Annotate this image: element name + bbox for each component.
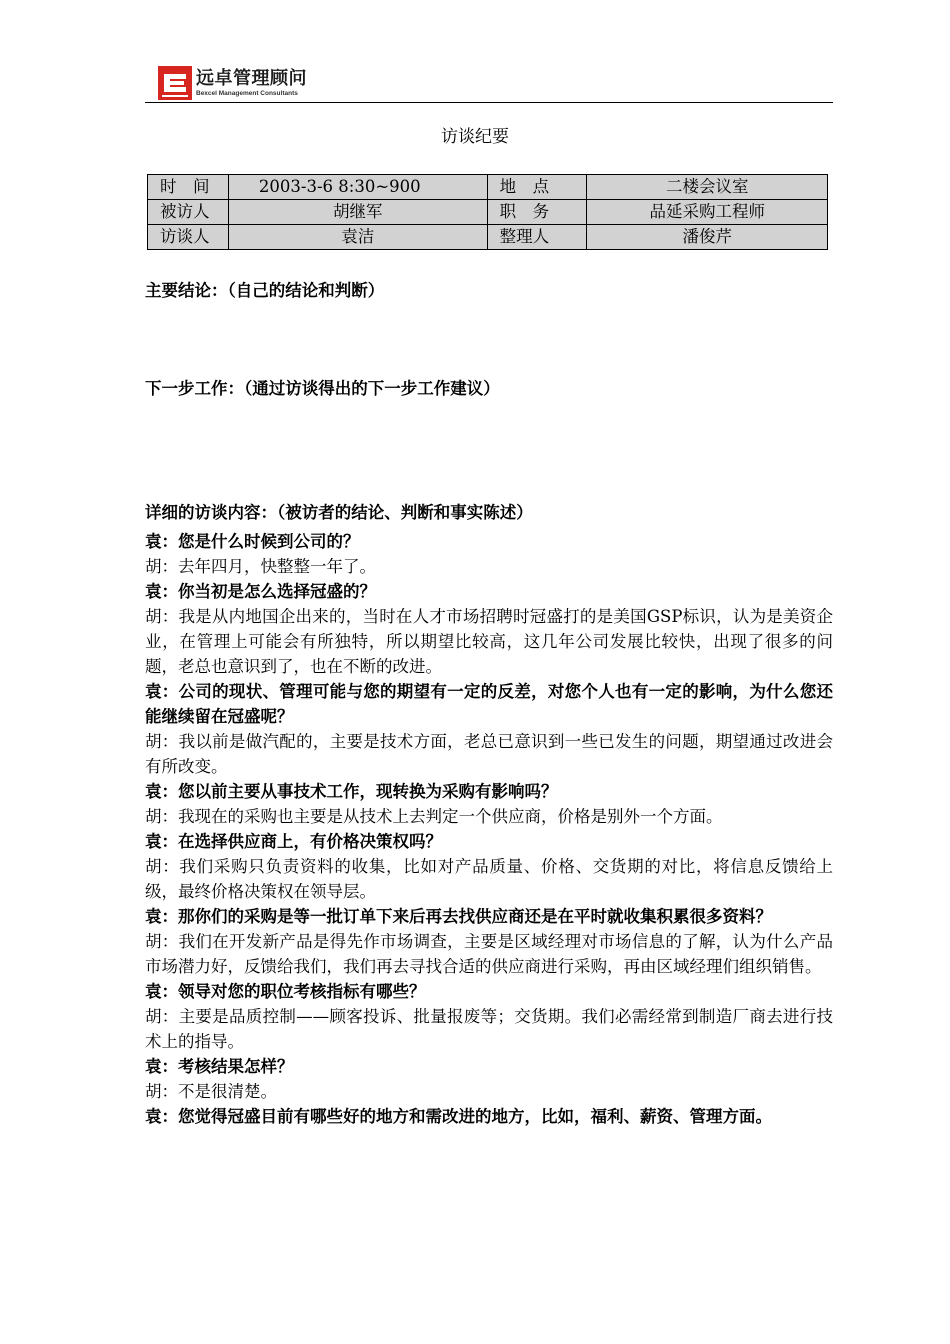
interview-info-table (147, 174, 828, 250)
recorder-label: 整理人 (487, 225, 587, 250)
interviewer-question: 袁：领导对您的职位考核指标有哪些？ (145, 982, 426, 1001)
interviewee-answer: 胡：我以前是做汽配的，主要是技术方面，老总已意识到一些已发生的问题，期望通过改进会有所改变。 (145, 732, 833, 776)
company-logo (158, 66, 307, 100)
logo-en: Bexcel Management Consultants (196, 89, 298, 97)
time-label: 时 间 (148, 175, 229, 200)
interviewer-question: 袁：那你们的采购是等一批订单下来后再去找供应商还是在平时就收集积累很多资料？ (145, 907, 772, 926)
info-row-interviewee (148, 200, 828, 225)
interviewer-label: 访谈人 (148, 225, 229, 250)
interviewer-question: 袁：公司的现状、管理可能与您的期望有一定的反差，对您个人也有一定的影响，为什么您还能继续留在冠盛呢？ (145, 682, 833, 726)
interviewer-question: 袁：您以前主要从事技术工作，现转换为采购有影响吗？ (145, 782, 558, 801)
interviewer-question: 袁：您觉得冠盛目前有哪些好的地方和需改进的地方，比如，福利、薪资、管理方面。 (145, 1107, 772, 1126)
place-label: 地 点 (487, 175, 587, 200)
interviewer-value: 袁洁 (228, 225, 487, 250)
interviewee-answer: 胡：我现在的采购也主要是从技术上去判定一个供应商，价格是别外一个方面。 (145, 807, 723, 826)
interviewee-answer: 胡：去年四月，快整整一年了。 (145, 557, 376, 576)
recorder-value: 潘俊芹 (587, 225, 828, 250)
header-rule (145, 102, 833, 103)
place-value: 二楼会议室 (587, 175, 828, 200)
interviewee-answer: 胡：不是很清楚。 (145, 1082, 277, 1101)
interviewee-answer: 胡：主要是品质控制——顾客投诉、批量报废等；交货期。我们必需经常到制造厂商去进行技术上的指导。 (145, 1007, 833, 1051)
interviewer-question: 袁：您是什么时候到公司的？ (145, 532, 360, 551)
interviewer-question: 袁：在选择供应商上，有价格决策权吗？ (145, 832, 442, 851)
section-conclusion: 主要结论：（自己的结论和判断） (145, 281, 385, 300)
interviewer-question: 袁：你当初是怎么选择冠盛的？ (145, 582, 376, 601)
interviewee-answer: 胡：我们采购只负责资料的收集，比如对产品质量、价格、交货期的对比，将信息反馈给上级，最终价格决策权在领导层。 (145, 857, 833, 901)
document-title: 访谈纪要 (441, 127, 509, 147)
logo-mark-icon (158, 66, 192, 100)
logo-text (196, 69, 307, 98)
time-value: 2003-3-6 8:30~900 (228, 175, 487, 200)
position-value: 品延采购工程师 (587, 200, 828, 225)
interview-dialog (145, 529, 833, 1129)
interviewee-answer: 胡：我们在开发新产品是得先作市场调查，主要是区域经理对市场信息的了解，认为什么产品市场潜力好，反馈给我们，我们再去寻找合适的供应商进行采购，再由区域经理们组织销售。 (145, 932, 833, 976)
info-row-time (148, 175, 828, 200)
interviewer-question: 袁：考核结果怎样？ (145, 1057, 294, 1076)
interviewee-answer: 胡：我是从内地国企出来的，当时在人才市场招聘时冠盛打的是美国GSP标识，认为是美资企业，在管理上可能会有所独特，所以期望比较高，这几年公司发展比较快，出现了很多的问题，老总也意识到了，也在不断的改进。 (145, 607, 833, 676)
section-next-steps: 下一步工作：（通过访谈得出的下一步工作建议） (145, 379, 500, 398)
interviewee-value: 胡继军 (228, 200, 487, 225)
logo-cn: 远卓管理顾问 (196, 67, 307, 89)
section-details: 详细的访谈内容：（被访者的结论、判断和事实陈述） (145, 503, 533, 522)
interviewee-label: 被访人 (148, 200, 229, 225)
info-row-interviewer (148, 225, 828, 250)
position-label: 职 务 (487, 200, 587, 225)
